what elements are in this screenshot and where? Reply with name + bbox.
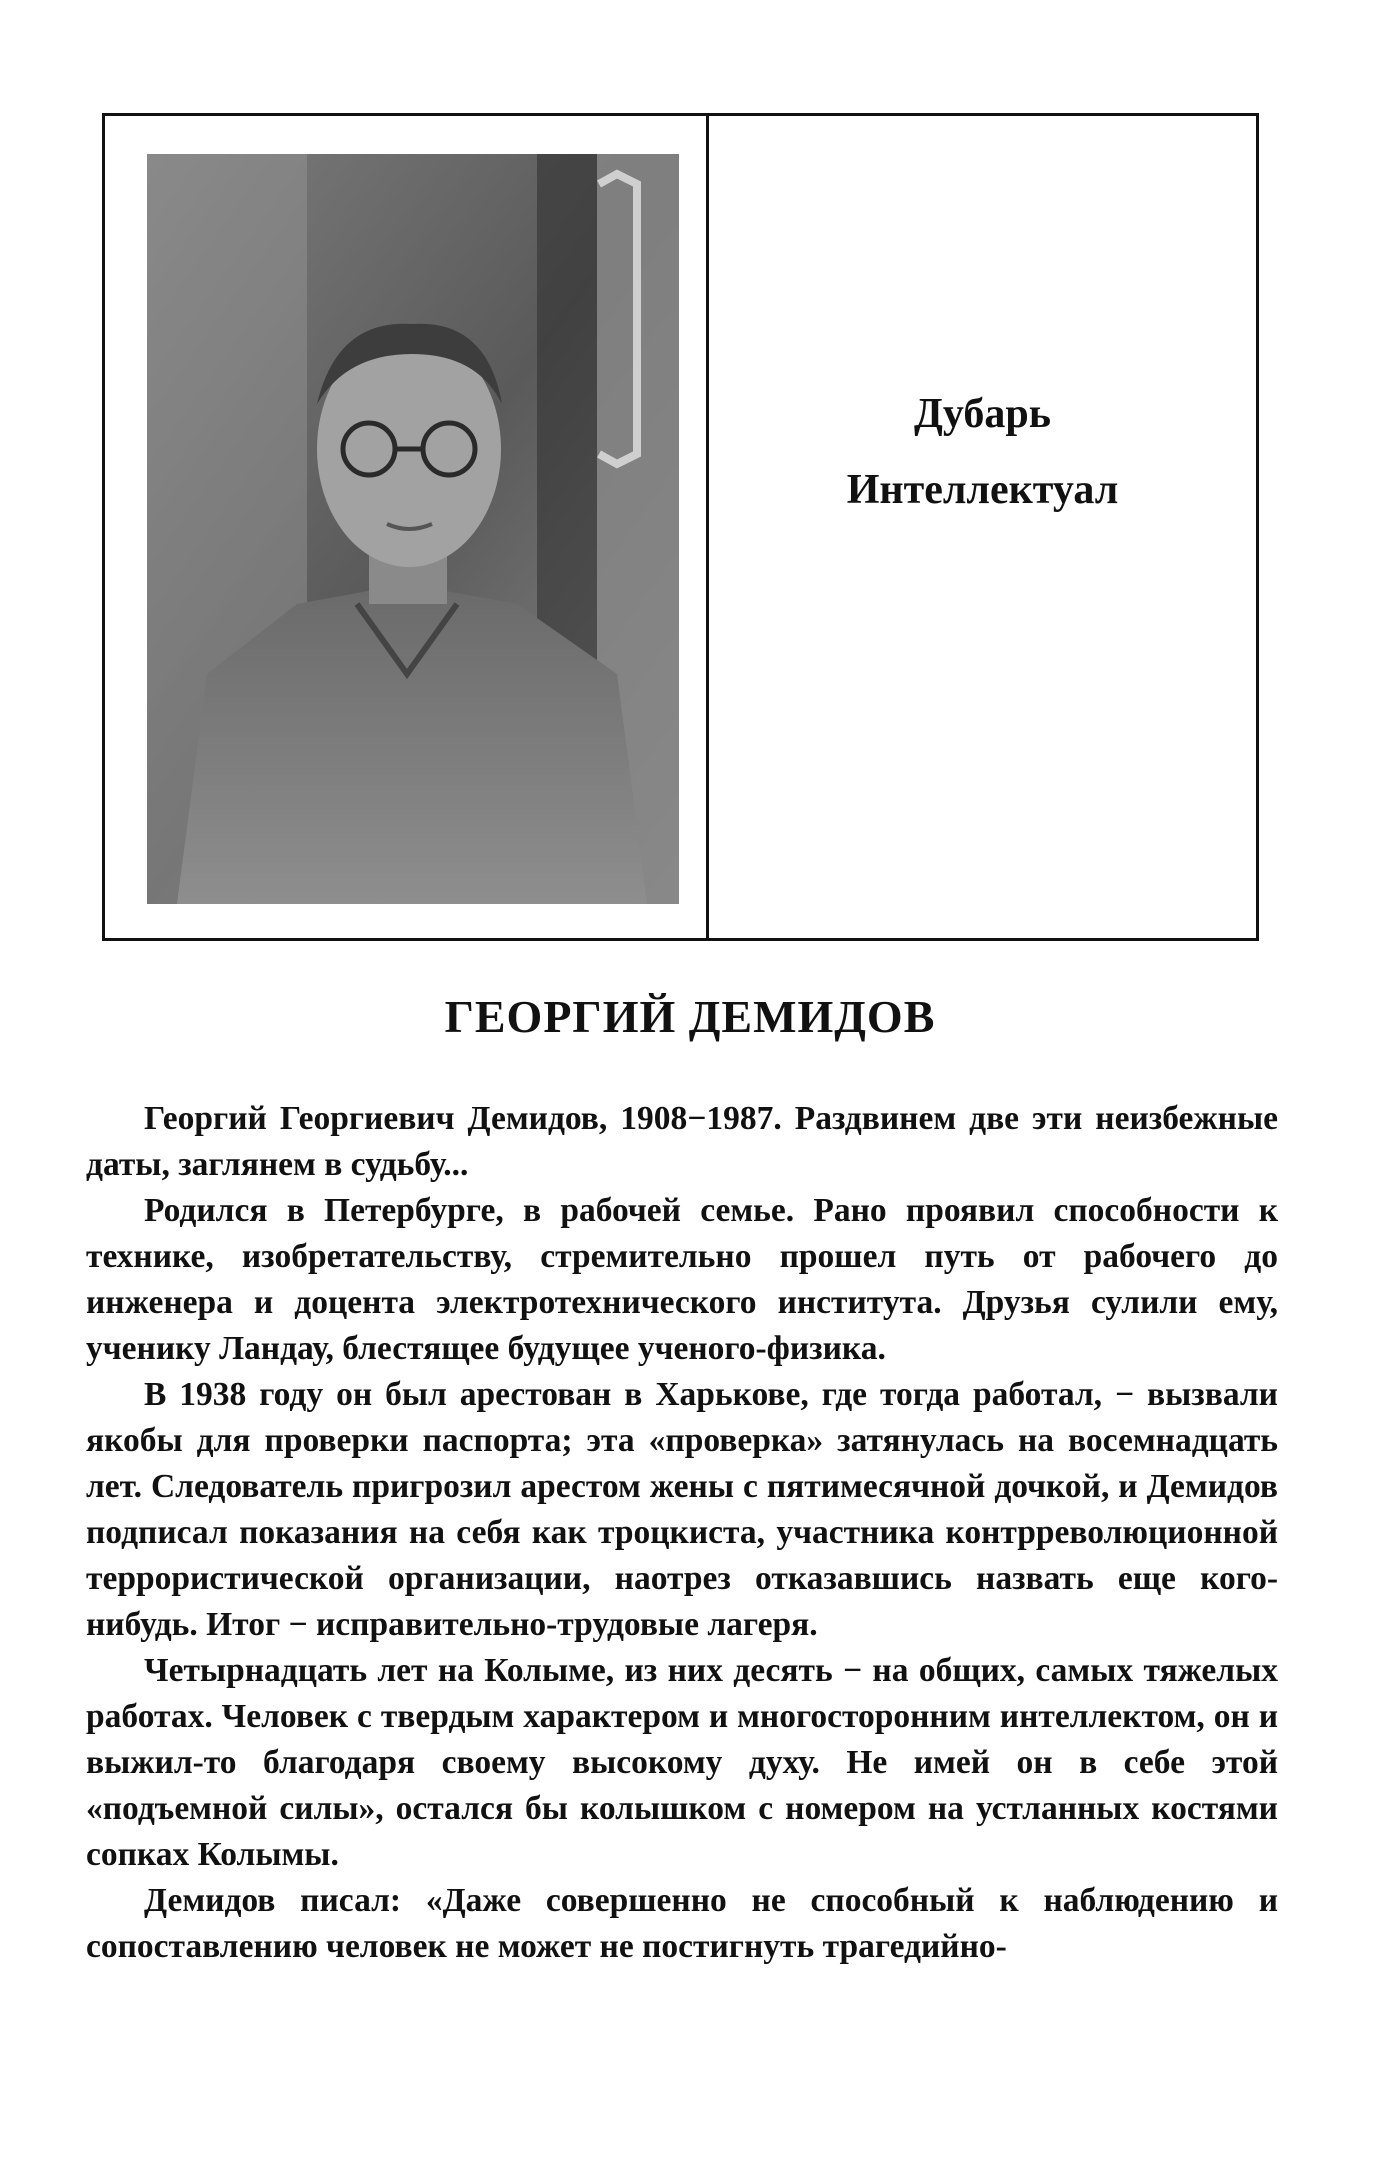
paragraph-1: Георгий Георгиевич Демидов, 1908−1987. Раздвинем две эти неизбежные даты, заглянем в судьбу... [86, 1100, 1278, 1183]
portrait-image [147, 154, 679, 904]
epithet-1: Дубарь [914, 391, 1051, 437]
epithet-cell [709, 116, 1256, 938]
body-text [86, 1096, 1278, 1970]
paragraph-3: В 1938 году он был арестован в Харькове, где тогда работал, − вызвали якобы для проверки паспорта; эта «проверка» затянулась на восемнадцать лет. Следователь пригрозил арестом жены с пятимесячной дочкой, и Демидов подписал показания на себя как троцкиста, участника контрреволюционной террористической организации, наотрез отказавшись назвать еще кого-нибудь. Итог − исправительно-трудовые лагеря. [86, 1376, 1278, 1643]
epithet-2: Интеллектуал [846, 467, 1119, 513]
photo-frame [102, 113, 1259, 941]
page-title: ГЕОРГИЙ ДЕМИДОВ [444, 991, 936, 1042]
paragraph-2: Родился в Петербурге, в рабочей семье. Рано проявил способности к технике, изобретательству, стремительно прошел путь от рабочего до инженера и доцента электротехнического института. Друзья сулили ему, ученику Ландау, блестящее будущее ученого-физика. [86, 1192, 1278, 1367]
paragraph-4: Четырнадцать лет на Колыме, из них десять − на общих, самых тяжелых работах. Человек с твердым характером и многосторонним интеллектом, он и выжил-то благодаря своему высокому духу. Не имей он в себе этой «подъемной силы», остался бы колышком с номером на устланных костями сопках Колымы. [86, 1652, 1278, 1873]
paragraph-5: Демидов писал: «Даже совершенно не способный к наблюдению и сопоставлению человек не может не постигнуть трагедийно- [86, 1882, 1278, 1965]
photo-cell [105, 116, 709, 938]
epithets [709, 376, 1256, 528]
portrait-photo [147, 154, 679, 904]
